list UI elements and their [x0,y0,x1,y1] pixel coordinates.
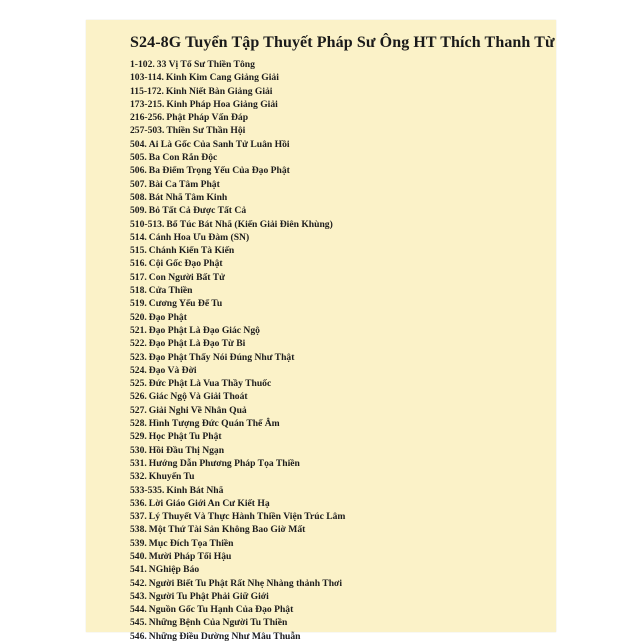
item-code: 103-114. [130,72,164,84]
item-title: Lý Thuyết Và Thực Hành Thiền Viện Trúc Lâm [148,511,346,523]
list-item [130,351,345,364]
item-code: 544. [130,604,147,616]
list-item [130,85,345,98]
item-code: 520. [130,311,147,323]
item-title: NGhiệp Báo [148,564,200,576]
item-code: 528. [130,418,147,430]
item-code: 529. [130,431,147,443]
list-item [130,616,345,629]
item-title: Ai Là Gốc Của Sanh Tử Luân Hồi [148,138,290,150]
item-code: 504. [130,138,147,150]
item-code: 530. [130,444,147,456]
list-item [130,124,345,137]
item-code: 542. [130,577,147,589]
item-title: Hình Tượng Đức Quán Thế Âm [148,418,280,430]
item-title: Cương Yếu Để Tu [148,298,223,310]
item-code: 514. [130,231,147,243]
list-item [130,71,345,84]
item-title: Đạo Phật [148,311,187,323]
item-title: Đạo Và Đời [148,364,197,376]
item-title: Đạo Phật Thấy Nói Đúng Như Thật [148,351,295,363]
list-item [130,58,345,71]
list-item [130,497,345,510]
item-code: 1-102. [130,59,155,70]
item-code: 524. [130,364,147,376]
list-item [130,563,345,576]
list-item [130,111,345,124]
item-code: 537. [130,511,147,523]
list-item [130,204,345,217]
list-item [130,178,345,191]
item-code: 526. [130,391,147,403]
item-code: 521. [130,324,147,336]
item-title: Cánh Hoa Ưu Đàm (SN) [148,231,250,243]
list-item [130,151,345,164]
item-title: Con Người Bất Tử [148,271,225,283]
item-title: 33 Vị Tổ Sư Thiền Tông [156,59,255,70]
list-item [130,284,345,297]
list-item [130,444,345,457]
item-code: 510-513. [130,218,165,230]
list-item [130,297,345,310]
item-title: Ba Con Rắn Độc [148,152,218,164]
list-item [130,484,345,497]
item-code: 257-503. [130,125,165,137]
item-title: Cội Gốc Đạo Phật [148,258,223,270]
document-title: S24-8G Tuyển Tập Thuyết Pháp Sư Ông HT Thích Thanh Từ [130,34,555,51]
item-code: 546. [130,630,147,642]
list-item [130,404,345,417]
item-code: 506. [130,165,147,177]
item-code: 543. [130,590,147,602]
item-code: 531. [130,457,147,469]
item-code: 508. [130,191,147,203]
item-code: 533-535. [130,484,165,496]
item-title: Đạo Phật Là Đạo Giác Ngộ [148,324,260,336]
item-title: Mục Đích Tọa Thiền [148,537,234,549]
list-item [130,590,345,603]
item-code: 527. [130,404,147,416]
item-title: Khuyến Tu [148,471,195,483]
list-item [130,523,345,536]
list-item [130,244,345,257]
item-title: Bỏ Tất Cả Được Tất Cả [148,205,247,217]
item-title: Học Phật Tu Phật [148,431,222,443]
list-item [130,577,345,590]
item-code: 115-172. [130,85,164,97]
list-item [130,98,345,111]
list-item [130,337,345,350]
list-item [130,390,345,403]
item-title: Giải Nghi Về Nhân Quả [148,404,247,416]
item-code: 516. [130,258,147,270]
item-code: 507. [130,178,147,190]
item-title: Những Điều Dường Như Mâu Thuẫn [148,630,301,642]
item-title: Phật Pháp Vấn Đáp [166,112,249,124]
item-code: 517. [130,271,147,283]
list-item [130,218,345,231]
item-title: Kinh Niết Bàn Giảng Giải [165,85,273,97]
item-title: Người Biết Tu Phật Rất Nhẹ Nhàng thảnh Thơi [148,577,343,589]
list-item [130,364,345,377]
item-code: 505. [130,152,147,164]
item-title: Hướng Dẫn Phương Pháp Tọa Thiền [148,457,300,469]
item-title: Đức Phật Là Vua Thầy Thuốc [148,378,272,390]
item-title: Đạo Phật Là Đạo Từ Bi [148,338,246,350]
item-code: 540. [130,550,147,562]
item-title: Giác Ngộ Và Giải Thoát [148,391,248,403]
list-item [130,630,345,643]
list-item [130,271,345,284]
list-item [130,191,345,204]
list-item [130,550,345,563]
list-item [130,231,345,244]
item-code: 523. [130,351,147,363]
item-code: 536. [130,497,147,509]
item-code: 525. [130,378,147,390]
item-title: Thiền Sư Thần Hội [166,125,246,137]
item-title: Lời Giáo Giới An Cư Kiết Hạ [148,497,270,509]
list-item [130,417,345,430]
item-code: 216-256. [130,112,165,124]
item-title: Bổ Túc Bát Nhã (Kiến Giải Điên Khùng) [166,218,333,230]
item-title: Người Tu Phật Phải Giữ Giới [148,590,269,602]
item-code: 509. [130,205,147,217]
item-code: 545. [130,617,147,629]
item-title: Bài Ca Tâm Phật [148,178,220,190]
list-item [130,164,345,177]
item-code: 518. [130,285,147,297]
list-item [130,457,345,470]
item-title: Kinh Bát Nhã [166,484,224,496]
item-title: Nguồn Gốc Tu Hạnh Của Đạo Phật [148,604,294,616]
item-title: Ba Điểm Trọng Yếu Của Đạo Phật [148,165,290,177]
item-code: 522. [130,338,147,350]
list-item [130,311,345,324]
item-code: 541. [130,564,147,576]
item-code: 515. [130,245,147,257]
list-item [130,257,345,270]
list-item [130,324,345,337]
item-code: 539. [130,537,147,549]
lecture-list [130,58,345,643]
item-title: Hồi Đầu Thị Ngạn [148,444,225,456]
item-code: 173-215. [130,98,165,110]
item-title: Chánh Kiến Tà Kiến [148,245,235,257]
list-item [130,430,345,443]
item-title: Những Bệnh Của Người Tu Thiền [148,617,288,629]
item-title: Mười Pháp Tối Hậu [148,550,232,562]
list-item [130,603,345,616]
list-item [130,510,345,523]
item-code: 538. [130,524,147,536]
item-title: Bát Nhã Tâm Kinh [148,191,228,203]
item-title: Kinh Pháp Hoa Giảng Giải [166,98,278,110]
item-code: 519. [130,298,147,310]
list-item [130,537,345,550]
item-title: Kinh Kim Cang Giảng Giải [165,72,279,84]
list-item [130,377,345,390]
item-title: Một Thứ Tài Sản Không Bao Giờ Mất [148,524,306,536]
list-item [130,470,345,483]
list-item [130,138,345,151]
item-title: Cửa Thiền [148,285,193,297]
item-code: 532. [130,471,147,483]
